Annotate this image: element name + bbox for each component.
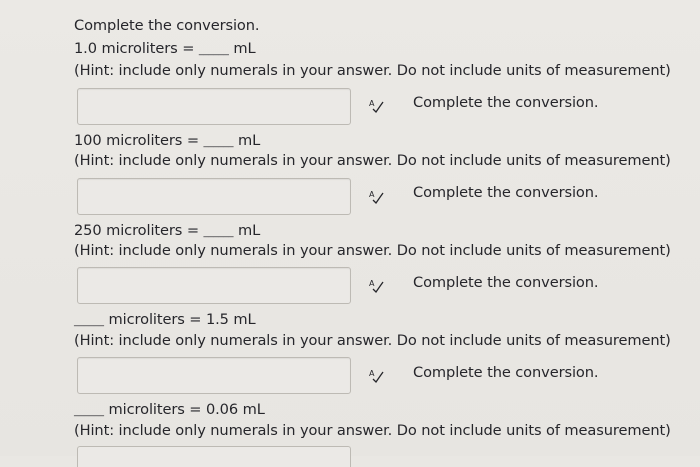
question-3 — [74, 221, 260, 243]
question-2-blank: ______ — [203, 137, 234, 148]
question-2-prefix: 100 microliters = — [74, 132, 204, 149]
question-5-blank: ______ — [74, 406, 104, 417]
question-5 — [74, 400, 265, 422]
question-4-hint: (Hint: include only numerals in your answer. Do not include units of measurement) — [74, 332, 671, 349]
question-4-suffix: microliters = 1.5 mL — [104, 311, 256, 328]
complete-conversion-label-3: Complete the conversion. — [413, 274, 599, 291]
question-2 — [74, 131, 260, 153]
question-3-hint: (Hint: include only numerals in your answer. Do not include units of measurement) — [74, 242, 671, 259]
question-4-blank: ______ — [74, 316, 104, 327]
instruction-title: Complete the conversion. — [74, 17, 260, 34]
complete-conversion-label-1: Complete the conversion. — [413, 94, 599, 111]
question-1-prefix: 1.0 microliters = — [74, 40, 199, 57]
svg-text:A: A — [369, 279, 375, 288]
question-3-suffix: mL — [233, 222, 261, 239]
question-2-hint: (Hint: include only numerals in your answer. Do not include units of measurement) — [74, 152, 671, 169]
question-2-suffix: mL — [233, 132, 261, 149]
svg-text:A: A — [369, 190, 375, 199]
svg-text:A: A — [369, 99, 375, 108]
question-5-hint: (Hint: include only numerals in your answer. Do not include units of measurement) — [74, 422, 671, 439]
question-4 — [74, 310, 256, 332]
complete-conversion-label-4: Complete the conversion. — [413, 364, 599, 381]
question-1-suffix: mL — [228, 40, 256, 57]
question-5-suffix: microliters = 0.06 mL — [104, 401, 265, 418]
answer-input-2[interactable] — [77, 178, 351, 215]
question-3-prefix: 250 microliters = — [74, 222, 204, 239]
spellcheck-icon[interactable] — [368, 97, 384, 113]
answer-input-3[interactable] — [77, 267, 351, 304]
question-1-hint: (Hint: include only numerals in your answer. Do not include units of measurement) — [74, 62, 671, 79]
question-1 — [74, 39, 256, 61]
spellcheck-icon[interactable] — [368, 188, 384, 204]
answer-input-5[interactable] — [77, 446, 351, 467]
question-3-blank: ______ — [203, 227, 234, 238]
answer-input-4[interactable] — [77, 357, 351, 394]
svg-text:A: A — [369, 369, 375, 378]
question-1-blank: ______ — [198, 45, 229, 56]
spellcheck-icon[interactable] — [368, 277, 384, 293]
complete-conversion-label-2: Complete the conversion. — [413, 184, 599, 201]
spellcheck-icon[interactable] — [368, 367, 384, 383]
answer-input-1[interactable] — [77, 88, 351, 125]
